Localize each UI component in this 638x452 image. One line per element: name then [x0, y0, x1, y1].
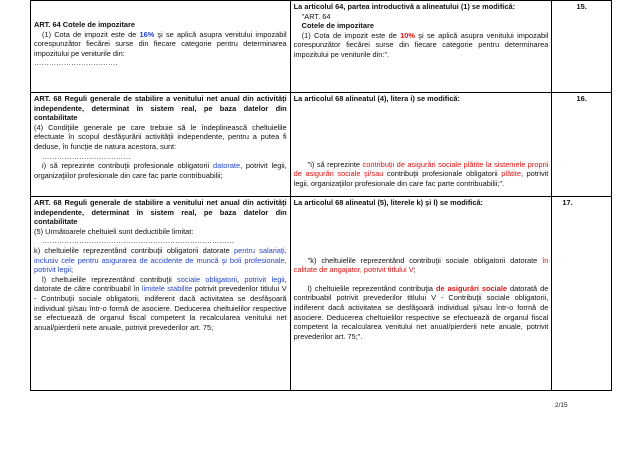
table-row: [31, 197, 612, 391]
ellipsis: ……………………………………………………………………: [42, 236, 235, 246]
document-page: [30, 0, 612, 391]
paragraph: (1) Cota de impozit este de 10% şi se aplică asupra venitului impozabil corespunzător fiecărei surse din fiecare categorie pentru determinarea impozitului pe veniturile din:".: [293, 30, 549, 59]
comparison-table: [30, 0, 612, 391]
article-title: ART. 68 Reguli generale de stabilire a venitului net anual din activităţi independente, determinat în sistem real, pe baza datelor din contabilitate: [34, 198, 287, 227]
paragraph: "i) să reprezinte contribuţii de asigurări sociale plătite la sistemele proprii de asigurări sociale şi/sau contribuţii profesionale obligatorii plătite, potrivit legii, organizaţiilor profesionale din care fac parte contribuabilii;".: [293, 159, 549, 188]
paragraph: (5) Următoarele cheltuieli sunt deductibile limitat:: [34, 226, 194, 236]
paragraph: k) cheltuielile reprezentând contribuţii obligatorii datorate pentru salariaţi, inclusiv cele pentru asigurarea de accidente de muncă şi boli profesionale, potrivit legii;: [34, 245, 287, 275]
table-row: [31, 93, 612, 197]
ellipsis: ………………………………: [42, 151, 131, 161]
paragraph: (1) Cota de impozit este de 16% şi se aplică asupra venitului impozabil corespunzător fiecărei surse din fiecare categorie pentru determinarea impozitului pe veniturile din:: [34, 29, 287, 58]
article-subtitle: Cotele de impozitare: [301, 21, 374, 31]
amendment-header: La articolul 68 alineatul (5), literele k) şi l) se modifică:: [293, 198, 484, 207]
current-text-cell: [31, 1, 291, 93]
paragraph: i) să reprezinte contribuţii profesionale obligatorii datorate, potrivit legii, organizaţiilor profesionale din care fac parte contribuabilii;: [34, 161, 287, 180]
paragraph: l) cheltuielile reprezentând contribuţii sociale obligatorii, potrivit legii, datorate de către contribuabil în limitele stabilite potrivit prevederilor titlului V - Contribuţii sociale obligatorii, indiferent dacă activitatea se desfăşoară individual şi/sau într-o formă de asociere. Deducerea cheltuielilor respective se efectuează de organul fiscal competent la recalcularea venitului net anual/pierderii nete anuale, potrivit prevederilor art. 75;: [34, 274, 287, 332]
amendment-header: La articolul 68 alineatul (4), litera i) se modifică:: [293, 94, 461, 103]
paragraph: (4) Condiţiile generale pe care trebuie să le îndeplinească cheltuielile efectuate în scopul desfăşurării activităţii independente, pentru a putea fi deduse, în funcţie de natura acestora, sunt:: [34, 122, 287, 151]
amendment-header: La articolul 64, partea introductivă a alineatului (1) se modifică:: [293, 2, 516, 11]
article-title: ART. 68 Reguli generale de stabilire a venitului net anual din activităţi independente, determinat în sistem real, pe baza datelor din contabilitate: [34, 94, 287, 123]
amendment-cell: [290, 93, 552, 197]
current-text-cell: [31, 93, 291, 197]
article-label: "ART. 64: [301, 11, 331, 21]
page-number: 2/15: [555, 402, 568, 409]
table-row: [31, 1, 612, 93]
ellipsis: …………………………….: [34, 58, 118, 68]
paragraph: "k) cheltuielile reprezentând contribuţii sociale obligatorii datorate în calitate de angajator, potrivit titlului V;: [293, 255, 549, 275]
amendment-cell: [290, 1, 552, 93]
paragraph: l) cheltuielile reprezentând contribuţia de asigurări sociale datorată de contribuabil potrivit prevederilor titlului V - Contribuţii sociale obligatorii, indiferent dacă activitatea se desfăşoară individual şi/sau într-o formă de asociere. Deducerea cheltuielilor respective se efectuează de organul fiscal competent la recalcularea venitului net anual/pierderii nete anuale, potrivit prevederilor art. 75;".: [293, 283, 549, 341]
row-number: 15.: [552, 1, 612, 93]
current-text-cell: [31, 197, 291, 391]
article-title: ART. 64 Cotele de impozitare: [34, 20, 136, 29]
row-number: 16.: [552, 93, 612, 197]
amendment-cell: [290, 197, 552, 391]
row-number: 17.: [552, 197, 612, 391]
